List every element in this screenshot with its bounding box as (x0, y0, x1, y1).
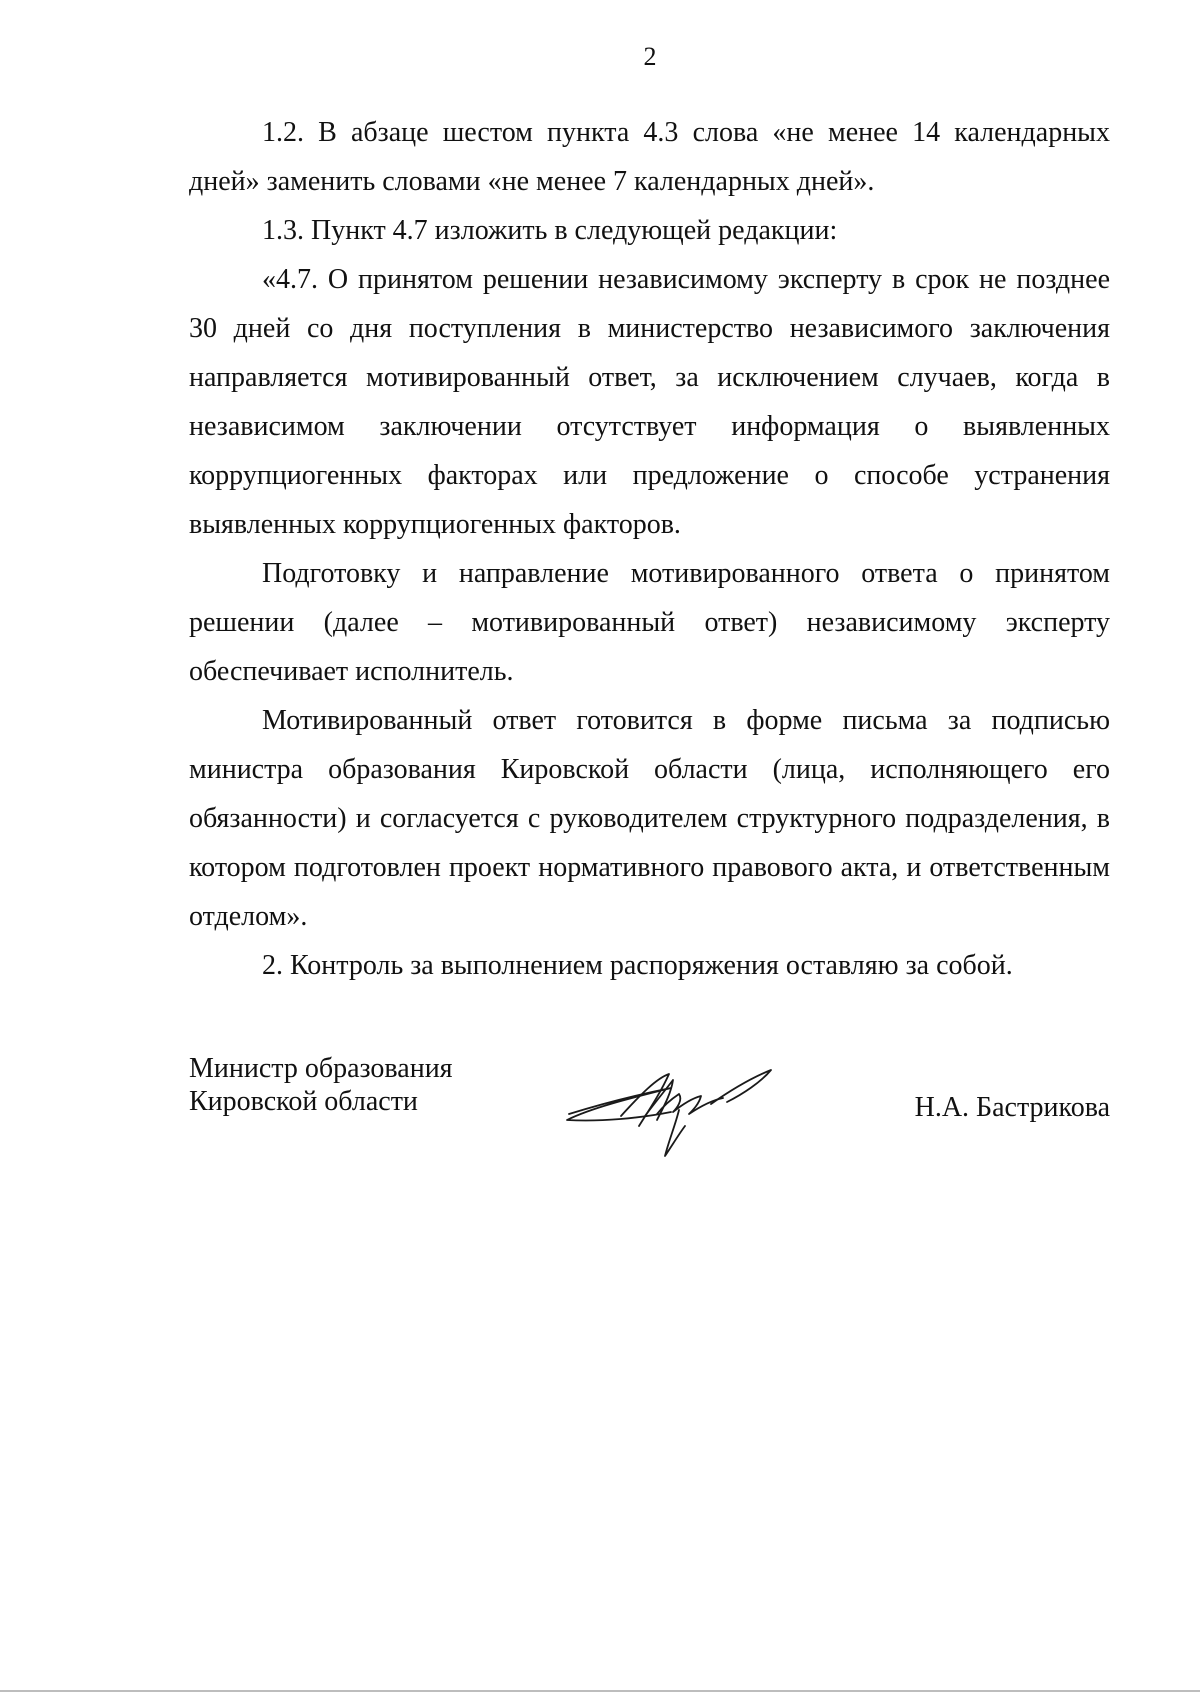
paragraph-motivated-answer: Мотивированный ответ готовится в форме письма за подписью министра образования Кировской области (лица, исполняющего его обязанности) и согласуется с руководителем структурного подразделения, в котором подготовлен проект нормативного правового акта, и ответственным отделом». (189, 705, 1110, 932)
signatory-position-line-2: Кировской области (189, 1086, 418, 1117)
paragraph-4-7: «4.7. О принятом решении независимому эксперту в срок не позднее 30 дней со дня поступления в министерство независимого заключения направляется мотивированный ответ, за исключением случаев, когда в независимом заключении отсутствует информация о выявленных коррупциогенных факторах или предложение о способе устранения выявленных коррупциогенных факторов. (189, 264, 1110, 540)
page-number: 2 (643, 42, 657, 71)
signatory-name: Н.А. Бастрикова (914, 1092, 1110, 1123)
handwritten-signature (561, 1064, 791, 1164)
paragraph-1-3: 1.3. Пункт 4.7 изложить в следующей редакции: (262, 215, 838, 246)
page-bottom-edge (0, 1690, 1200, 1692)
document-body (189, 108, 1110, 990)
paragraph-preparation: Подготовку и направление мотивированного ответа о принятом решении (далее – мотивированный ответ) независимому эксперту обеспечивает исполнитель. (189, 558, 1110, 687)
paragraph-1-2: 1.2. В абзаце шестом пункта 4.3 слова «не менее 14 календарных дней» заменить словами «не менее 7 календарных дней». (189, 117, 1110, 197)
signature-block (189, 1052, 1110, 1172)
paragraph-control: 2. Контроль за выполнением распоряжения оставляю за собой. (262, 950, 1013, 981)
signatory-position (189, 1052, 453, 1118)
signatory-position-line-1: Министр образования (189, 1053, 453, 1084)
